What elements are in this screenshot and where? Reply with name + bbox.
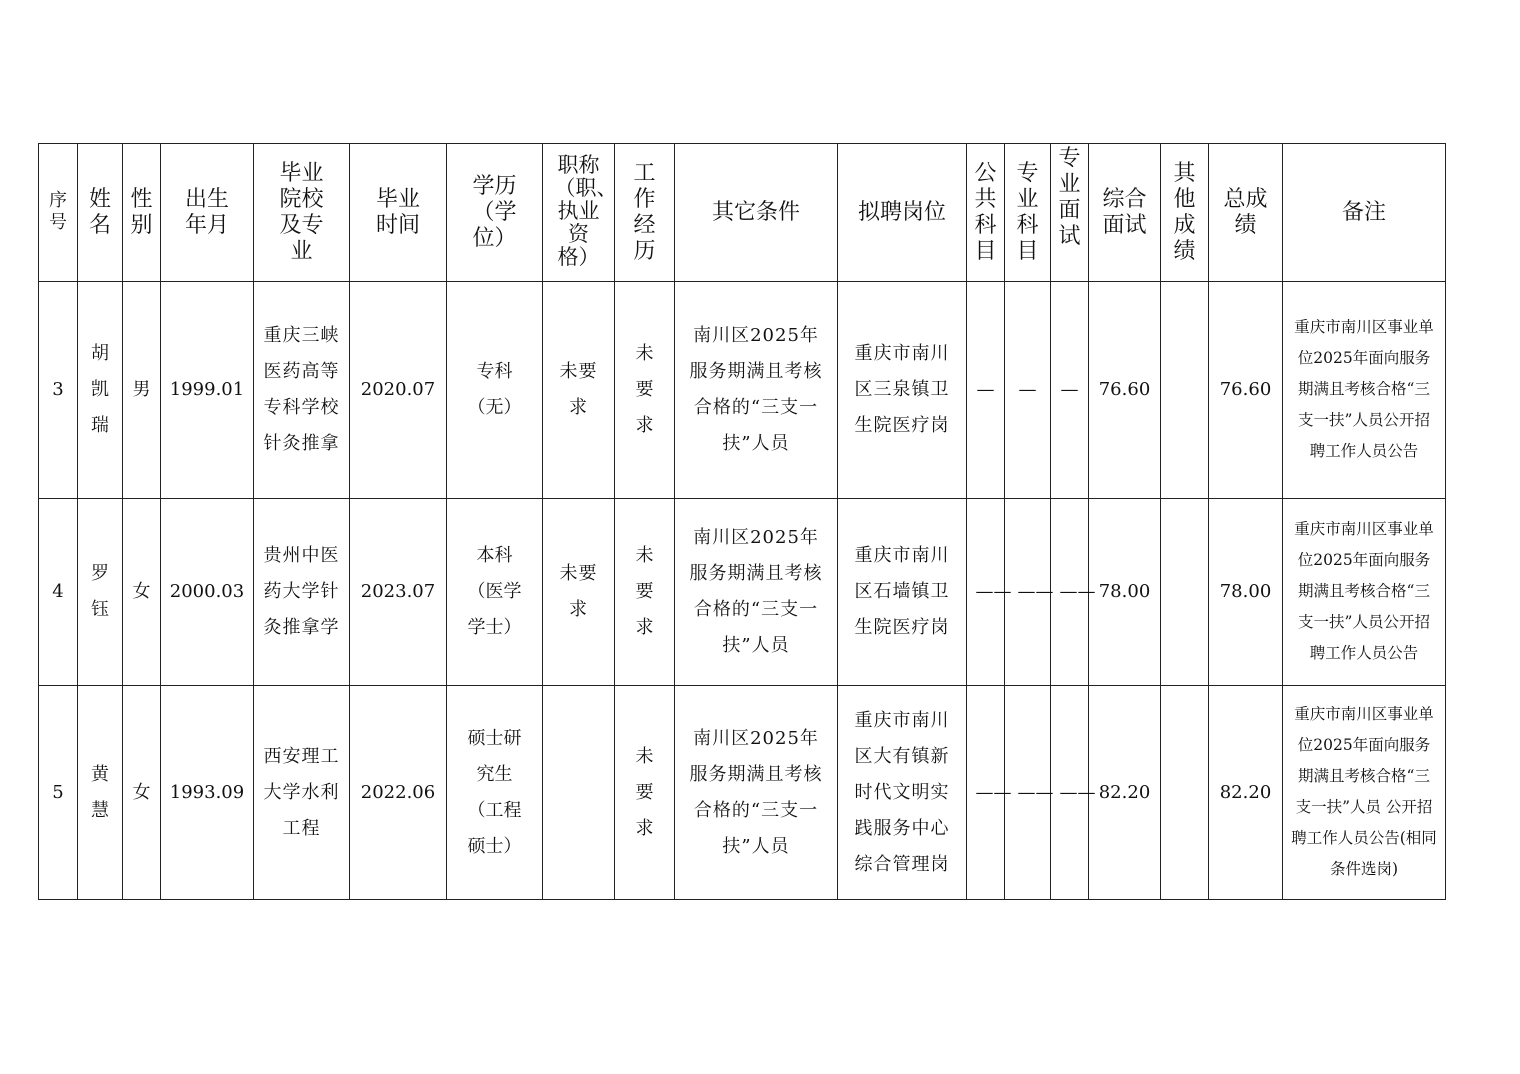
cell-public-subject: — xyxy=(967,282,1005,499)
cell-other-conditions: 南川区2025年服务期满且考核合格的“三支一扶”人员 xyxy=(675,686,838,900)
cell-remarks: 重庆市南川区事业单位2025年面向服务期满且考核合格“三支一扶”人员 公开招聘工作人员公告(相同条件选岗) xyxy=(1283,686,1446,900)
cell-birth: 1999.01 xyxy=(161,282,254,499)
cell-birth: 1993.09 xyxy=(161,686,254,900)
cell-school: 重庆三峡医药高等专科学校针灸推拿 xyxy=(254,282,350,499)
cell-school: 贵州中医药大学针灸推拿学 xyxy=(254,499,350,686)
cell-name: 黄慧 xyxy=(78,686,123,900)
cell-grad-time: 2022.06 xyxy=(350,686,447,900)
header-remarks: 备注 xyxy=(1283,144,1446,282)
cell-other-score xyxy=(1161,686,1209,900)
cell-public-subject: —— xyxy=(967,686,1005,900)
header-position: 拟聘岗位 xyxy=(838,144,967,282)
cell-grad-time: 2020.07 xyxy=(350,282,447,499)
cell-comprehensive-interview: 78.00 xyxy=(1089,499,1161,686)
cell-major-subject: —— xyxy=(1005,499,1051,686)
cell-other-score xyxy=(1161,282,1209,499)
cell-other-conditions: 南川区2025年服务期满且考核合格的“三支一扶”人员 xyxy=(675,499,838,686)
cell-gender: 女 xyxy=(123,686,161,900)
cell-major-subject: —— xyxy=(1005,686,1051,900)
header-other-conditions: 其它条件 xyxy=(675,144,838,282)
cell-major-interview: —— xyxy=(1051,499,1089,686)
header-birth: 出生年月 xyxy=(161,144,254,282)
cell-comprehensive-interview: 82.20 xyxy=(1089,686,1161,900)
cell-experience: 未要求 xyxy=(615,282,675,499)
cell-name: 罗钰 xyxy=(78,499,123,686)
cell-grad-time: 2023.07 xyxy=(350,499,447,686)
cell-experience: 未要求 xyxy=(615,686,675,900)
header-comprehensive-interview: 综合面试 xyxy=(1089,144,1161,282)
cell-remarks: 重庆市南川区事业单位2025年面向服务期满且考核合格“三支一扶”人员公开招聘工作人员公告 xyxy=(1283,282,1446,499)
cell-experience: 未要求 xyxy=(615,499,675,686)
cell-education: 专科（无） xyxy=(447,282,543,499)
header-experience: 工作经历 xyxy=(615,144,675,282)
cell-education: 本科（医学学士） xyxy=(447,499,543,686)
cell-major-interview: — xyxy=(1051,282,1089,499)
results-table xyxy=(38,143,1446,900)
header-major-subject: 专业科目 xyxy=(1005,144,1051,282)
cell-public-subject: —— xyxy=(967,499,1005,686)
header-major-interview: 专业面试 xyxy=(1051,144,1089,282)
cell-total: 82.20 xyxy=(1209,686,1283,900)
header-total: 总成绩 xyxy=(1209,144,1283,282)
header-gender: 性别 xyxy=(123,144,161,282)
table-row xyxy=(39,499,1446,686)
header-grad-time: 毕业时间 xyxy=(350,144,447,282)
cell-title: 未要求 xyxy=(543,282,615,499)
cell-seq: 4 xyxy=(39,499,78,686)
header-seq: 序号 xyxy=(39,144,78,282)
header-education: 学历（学位） xyxy=(447,144,543,282)
cell-position: 重庆市南川区三泉镇卫生院医疗岗 xyxy=(838,282,967,499)
header-title: 职称（职、执业资格） xyxy=(543,144,615,282)
cell-name: 胡凯瑞 xyxy=(78,282,123,499)
cell-title: 未要求 xyxy=(543,499,615,686)
cell-seq: 3 xyxy=(39,282,78,499)
cell-major-interview: —— xyxy=(1051,686,1089,900)
cell-position: 重庆市南川区石墙镇卫生院医疗岗 xyxy=(838,499,967,686)
cell-comprehensive-interview: 76.60 xyxy=(1089,282,1161,499)
header-school: 毕业院校及专业 xyxy=(254,144,350,282)
header-public-subject: 公共科目 xyxy=(967,144,1005,282)
cell-other-conditions: 南川区2025年服务期满且考核合格的“三支一扶”人员 xyxy=(675,282,838,499)
cell-other-score xyxy=(1161,499,1209,686)
header-name: 姓名 xyxy=(78,144,123,282)
cell-gender: 男 xyxy=(123,282,161,499)
cell-position: 重庆市南川区大有镇新时代文明实践服务中心综合管理岗 xyxy=(838,686,967,900)
cell-birth: 2000.03 xyxy=(161,499,254,686)
cell-remarks: 重庆市南川区事业单位2025年面向服务期满且考核合格“三支一扶”人员公开招聘工作人员公告 xyxy=(1283,499,1446,686)
table-row xyxy=(39,686,1446,900)
cell-total: 76.60 xyxy=(1209,282,1283,499)
header-row xyxy=(39,144,1446,282)
cell-education: 硕士研究生（工程硕士） xyxy=(447,686,543,900)
cell-total: 78.00 xyxy=(1209,499,1283,686)
cell-major-subject: — xyxy=(1005,282,1051,499)
cell-seq: 5 xyxy=(39,686,78,900)
cell-school: 西安理工大学水利工程 xyxy=(254,686,350,900)
table-row xyxy=(39,282,1446,499)
header-other-score: 其他成绩 xyxy=(1161,144,1209,282)
cell-gender: 女 xyxy=(123,499,161,686)
cell-title xyxy=(543,686,615,900)
